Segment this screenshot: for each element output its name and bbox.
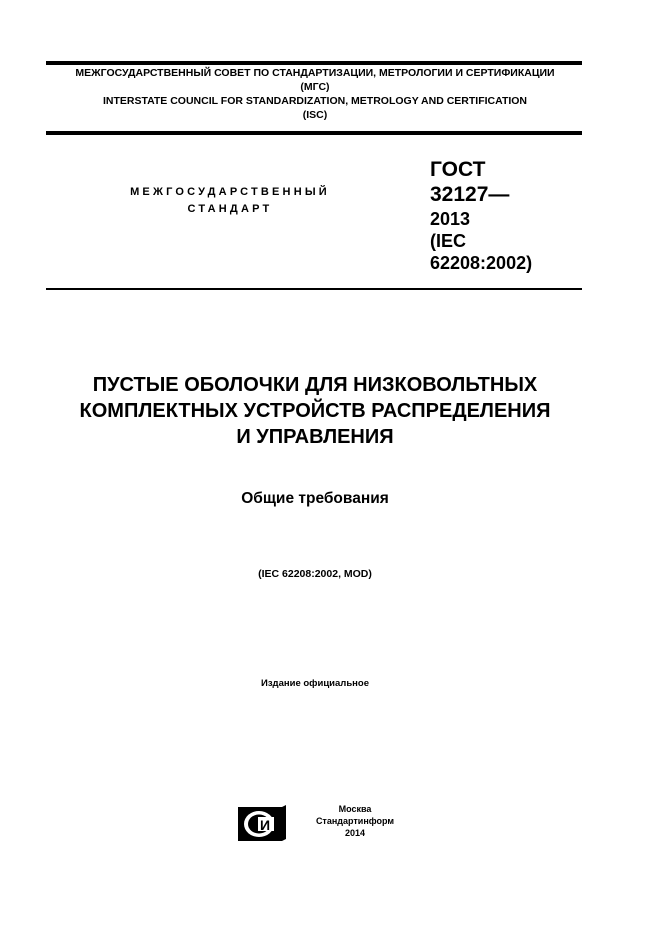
header-bottom-rule [46,131,582,135]
svg-text:И: И [260,817,271,833]
designation-line1: ГОСТ [430,158,486,181]
designation-line3: 2013 [430,209,471,229]
standard-type [100,184,360,218]
council-name-ru: МЕЖГОСУДАРСТВЕННЫЙ СОВЕТ ПО СТАНДАРТИЗАЦИИ, МЕТРОЛОГИИ И СЕРТИФИКАЦИИ [75,67,555,79]
standard-type-line2: СТАНДАРТ [187,203,273,215]
publisher-block [300,803,410,839]
international-reference: (IEC 62208:2002, MOD) [258,568,372,580]
standard-designation [430,158,590,274]
council-abbr-en: (ISC) [302,109,328,121]
title-line1: ПУСТЫЕ ОБОЛОЧКИ ДЛЯ НИЗКОВОЛЬТНЫХ [92,374,538,396]
publisher-name: Стандартинформ [315,816,395,826]
document-subtitle: Общие требования [241,490,389,507]
standard-type-line1: МЕЖГОСУДАРСТВЕННЫЙ [130,186,330,198]
title-line3: И УПРАВЛЕНИЯ [236,426,394,448]
publisher-year: 2014 [344,828,366,838]
title-line2: КОМПЛЕКТНЫХ УСТРОЙСТВ РАСПРЕДЕЛЕНИЯ [79,400,551,422]
designation-line2: 32127— [430,183,510,206]
council-abbr-ru: (МГС) [300,81,330,93]
standartinform-logo-icon [236,805,288,843]
top-rule [46,61,582,65]
edition-note: Издание официальное [261,678,369,689]
designation-bottom-rule [46,288,582,290]
document-title [30,372,600,450]
publisher-city: Москва [338,804,372,814]
designation-line5: 62208:2002) [430,253,533,273]
council-header [40,66,590,122]
council-name-en: INTERSTATE COUNCIL FOR STANDARDIZATION, METROLOGY AND CERTIFICATION [102,95,528,107]
designation-line4: (IEC [430,231,466,251]
